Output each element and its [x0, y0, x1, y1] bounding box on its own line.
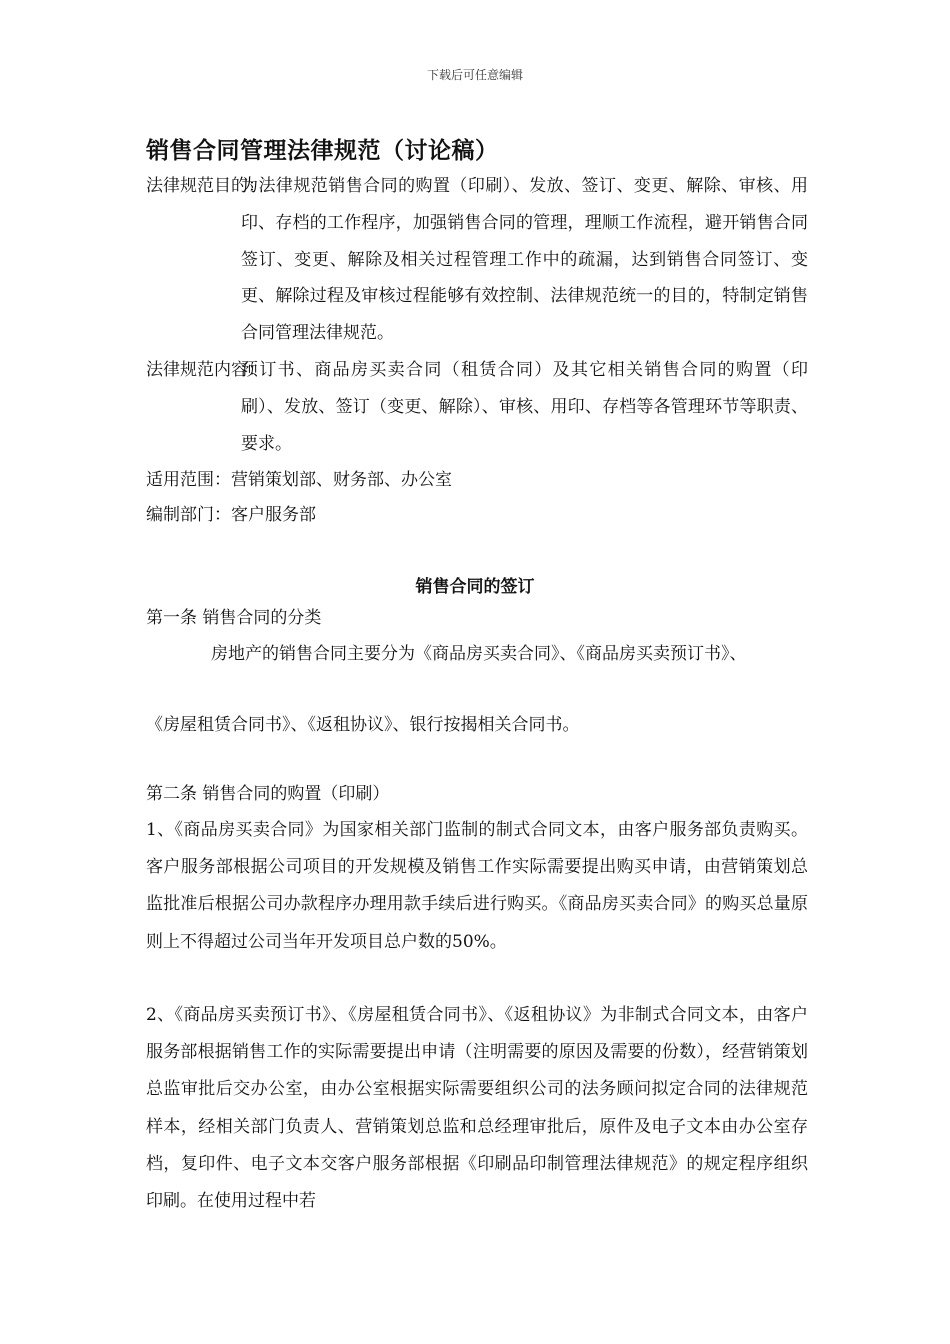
- content-paragraph: [146, 352, 808, 462]
- article-1-continuation: 《房屋租赁合同书》、《返租协议》、银行按揭相关合同书。: [146, 715, 580, 735]
- content-label: 法律规范内容：: [146, 360, 265, 380]
- article-1-text: 房地产的销售合同主要分为《商品房买卖合同》、《商品房买卖预订书》、: [211, 644, 747, 664]
- purpose-label: 法律规范目的：: [146, 176, 265, 196]
- article-2-item-2: 2、《商品房买卖预订书》、《房屋租赁合同书》、《返租协议》为非制式合同文本，由客户服务部根据销售工作的实际需要提出申请（注明需要的原因及需要的份数），经营销策划总监审批后交办公室，由办公室根据实际需要组织公司的法务顾问拟定合同的法律规范样本，经相关部门负责人、营销策划总监和总经理审批后，原件及电子文本由办公室存档，复印件、电子文本交客户服务部根据《印刷品印制管理法律规范》的规定程序组织印刷。在使用过程中若: [146, 1005, 808, 1212]
- scope-line: 适用范围：营销策划部、财务部、办公室: [146, 470, 452, 490]
- department-line: 编制部门：客户服务部: [146, 505, 316, 525]
- section-title: 销售合同的签订: [415, 577, 535, 597]
- purpose-paragraph: [146, 168, 808, 352]
- article-2-item-1: 1、《商品房买卖合同》为国家相关部门监制的制式合同文本，由客户服务部负责购买。客户服务部根据公司项目的开发规模及销售工作实际需要提出购买申请，由营销策划总监批准后根据公司办款程序办理用款手续后进行购买。《商品房买卖合同》的购买总量原则上不得超过公司当年开发项目总户数的50%。: [146, 820, 808, 952]
- content-text: 预订书、商品房买卖合同（租赁合同）及其它相关销售合同的购置（印刷）、发放、签订（变更、解除）、审核、用印、存档等各管理环节等职责、要求。: [241, 360, 808, 454]
- document-title: 销售合同管理法律规范（讨论稿）: [146, 137, 499, 164]
- page-header: 下载后可任意编辑: [426, 68, 523, 82]
- purpose-text: 为法律规范销售合同的购置（印刷）、发放、签订、变更、解除、审核、用印、存档的工作程序，加强销售合同的管理，理顺工作流程，避开销售合同签订、变更、解除及相关过程管理工作中的疏漏，达到销售合同签订、变更、解除过程及审核过程能够有效控制、法律规范统一的目的，特制定销售合同管理法律规范。: [241, 176, 808, 344]
- article-2-heading: 第二条 销售合同的购置（印刷）: [146, 784, 390, 804]
- article-1-heading: 第一条 销售合同的分类: [146, 608, 322, 628]
